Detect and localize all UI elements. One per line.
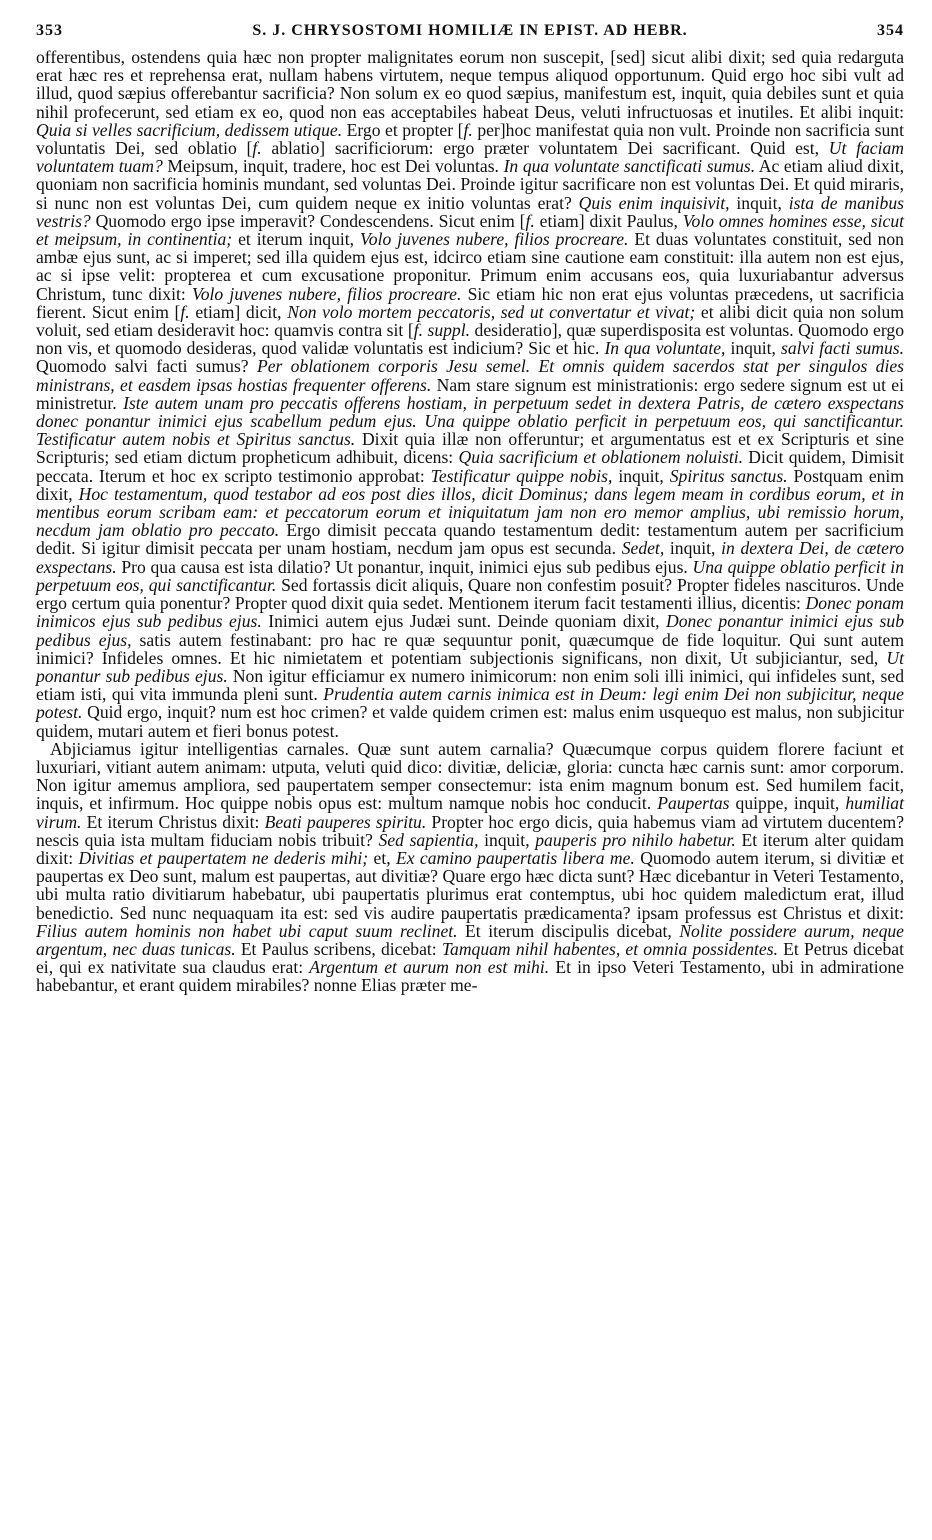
- italic-quotation: Hoc testamentum, quod testabor ad eos post dies illos, dicit Dominus; dans legem meam in cordibus eorum, et in mentibus eorum scribam eam: et peccatorum eorum et iniquitatum jam non ero memor amplius, ubi remissio horum, necdum jam oblatio pro peccato.: [36, 483, 904, 541]
- italic-quotation: Ut ponantur sub pedibus ejus.: [36, 647, 904, 686]
- italic-quotation: In qua voluntate,: [604, 338, 726, 359]
- italic-quotation: Non volo mortem peccatoris, sed ut convertatur et vivat;: [287, 301, 696, 322]
- italic-quotation: Volo juvenes nubere, filios procreare.: [360, 229, 629, 250]
- text-run: Non igitur efficiamur ex numero inimicorum: non enim soli illi inimici, qui infideles sunt, sed etiam isti, qui vita immunda pleni sunt.: [36, 665, 905, 705]
- italic-quotation: f. suppl.: [413, 320, 471, 341]
- italic-quotation: Donec ponantur inimici ejus sub pedibus ejus,: [36, 611, 904, 650]
- italic-quotation: ista de manibus vestris?: [36, 192, 904, 231]
- text-run: Et Paulus scribens, dicebat:: [235, 938, 442, 959]
- text-run: et alibi dicit quia non solum voluit, sed etiam desideravit hoc: quamvis contra sit [: [36, 301, 904, 341]
- text-run: etiam] dixit Paulus,: [534, 210, 683, 231]
- italic-quotation: Per oblationem corporis Jesu semel. Et omnis quidem sacerdos stat per singulos dies ministrans, et easdem ipsas hostias frequenter offerens.: [36, 356, 904, 395]
- italic-quotation: Prudentia autem carnis inimica est in Deum: legi enim Dei non subjicitur, neque potest.: [36, 684, 904, 723]
- right-page-number: 354: [877, 22, 904, 39]
- italic-quotation: Sedet,: [621, 538, 665, 559]
- text-run: Inimici autem ejus Judæi sunt. Deinde quoniam dixit,: [261, 611, 667, 632]
- italic-quotation: Divitias et paupertatem ne dederis mihi;: [78, 847, 369, 868]
- italic-quotation: Ut faciam voluntatem tuam?: [36, 138, 904, 177]
- italic-quotation: humiliat virum.: [36, 793, 904, 832]
- text-run: desideratio], quæ superdisposita est voluntas. Quomodo ergo non vis, et quomodo desideras, quod validæ voluntatis est indicium? Sic et hic.: [36, 320, 904, 359]
- paragraph: [36, 48, 904, 740]
- text-run: Et iterum Christus dixit:: [81, 811, 265, 832]
- italic-quotation: Quis enim inquisivit,: [578, 192, 730, 213]
- italic-quotation: Nolite possidere aurum, neque argentum, nec duas tunicas.: [36, 920, 904, 959]
- text-run: offerentibus, ostendens quia hæc non propter malignitates eorum non suscepit, [sed] sicut alibi dixit; sed quia redarguta erat hæc res et reprehensa erat, nullam habens virtutem, neque tempus aliquod opportunum. Quid ergo hoc sibi vult ad illud, quod sæpius offerebantur sacrificia? Non solum ex eo quod sæpius, manifestum est, inquit, quia debiles sunt et quia nihil profecerunt, sed etiam ex eo, quod non eas acceptabiles habeat Deus, veluti infructuosas et inutiles. Et alibi inquit:: [36, 47, 904, 122]
- italic-quotation: f.: [525, 210, 535, 231]
- italic-quotation: Una quippe oblatio perficit in perpetuum eos, qui sanctificantur.: [36, 556, 904, 595]
- text-run: Ergo dimisit peccata quando testamentum dedit: testamentum autem per sacrificium dedit. Si igitur dimisit peccata per unam hostiam, necdum jam opus est secunda.: [36, 520, 904, 559]
- text-run: per]hoc manifestat quia non vult. Proinde non sacrificia sunt voluntatis Dei, sed oblatio [: [36, 119, 904, 159]
- text-run: inquit,: [612, 465, 670, 486]
- text-run: Quomodo ergo ipse imperavit? Condescendens. Sicut enim [: [90, 210, 526, 231]
- italic-quotation: Iste autem unam pro peccatis offerens hostiam, in perpetuum sedet in dextera Patris, de cætero exspectans donec ponantur inimici ejus scabellum pedum ejus. Una quippe oblatio perficit in perpetuum eos, qui sanctificantur. Testificatur autem nobis et Spiritus sanctus.: [36, 392, 905, 450]
- text-run: Quid ergo, inquit? num est hoc crimen? et valde quidem crimen est: malus enim usquequo est malus, non subjicitur quidem, mutari autem et fieri bonus potest.: [36, 702, 904, 741]
- text-run: Et iterum discipulis dicebat,: [457, 920, 680, 941]
- text-run: Meipsum, inquit, tradere, hoc est Dei voluntas.: [162, 156, 504, 177]
- italic-quotation: In qua voluntate sanctificati sumus.: [503, 156, 756, 177]
- body-text: [36, 48, 904, 995]
- text-run: Pro qua causa est ista dilatio? Ut ponantur, inquit, inimici ejus sub pedibus ejus.: [116, 556, 693, 577]
- text-run: Nam stare signum est ministrationis: ergo sedere signum est ut ei ministretur.: [36, 374, 904, 413]
- italic-quotation: in dextera Dei, de cætero exspectans.: [36, 538, 904, 577]
- text-run: Abjiciamus igitur intelligentias carnales. Quæ sunt autem carnalia? Quæcumque corpus quidem florere faciunt et luxuriari, vitiant autem animam: utputa, veluti quid dico: divitiæ, deliciæ, gloria: cuncta hæc carnis sunt: amor corporum. Non igitur amemus ampliora, sed paupertatem semper consectemur: ista enim magnum bonum est. Sed humilem facit, inquis, et infirmum. Hoc quippe nobis opus est: multum namque nobis hoc conducit.: [36, 738, 904, 814]
- text-run: Et in ipso Veteri Testamento, ubi in admiratione habebantur, et erant quidem mirabiles? nonne Elias præter me-: [36, 957, 904, 996]
- italic-quotation: Volo juvenes nubere, filios procreare.: [191, 283, 462, 304]
- italic-quotation: Paupertas: [657, 793, 730, 814]
- text-run: Propter hoc ergo dicis, quia habemus viam ad virtutem ducentem? nescis quia ista multam fiduciam nobis tribuit?: [36, 811, 905, 850]
- text-run: inquit,: [729, 192, 789, 213]
- italic-quotation: f.: [252, 138, 262, 159]
- text-run: Et duas voluntates constituit, sed non ambæ ejus sunt, ac si imperet; sed illa quidem ejus est, idcirco etiam sine cautione eam constituit: illa autem non est ejus, ac si ipse velit: propterea et cum excusatione proponitur. Primum enim accusans eos, quia luxuriabantur adversus Christum, tunc dixit:: [36, 229, 904, 304]
- text-run: Et Petrus dicebat ei, qui ex nativitate sua claudus erat:: [36, 938, 904, 978]
- text-run: ablatio] sacrificiorum: ergo præter voluntatem Dei sacrificant. Quid est,: [261, 138, 829, 159]
- text-run: Quomodo autem iterum, si divitiæ et paupertas ex Deo sunt, malum est paupertas, aut divitiæ? Quare ergo hæc dicta sunt? Hæc dicebantur in Veteri Testamento, ubi multa ratio divitiarum habebatur, ubi paupertatis plurimus erat contemptus, ubi hoc quidem maledictum erat, illud benedictio. Sed nunc nequaquam ita est: sed vis audire paupertatis prædicamenta? ipsam professus est Christus et dixit:: [36, 847, 904, 923]
- italic-quotation: Tamquam nihil habentes, et omnia possidentes.: [441, 938, 778, 959]
- running-header: [36, 22, 904, 48]
- italic-quotation: Testificatur quippe nobis,: [430, 465, 613, 486]
- italic-quotation: Donec ponam inimicos ejus sub pedibus ejus.: [36, 593, 904, 632]
- text-run: Sed fortassis dicit aliquis, Quare non confestim posuit? Propter fideles nascituros. Unde ergo certum quia ponentur? Propter quod dixit quia sedet. Mentionem iterum facit testamenti illius, dicentis:: [36, 574, 904, 614]
- italic-quotation: salvi facti sumus.: [781, 338, 905, 359]
- text-run: Ergo et propter [: [342, 119, 464, 140]
- text-run: Et iterum alter quidam dixit:: [36, 829, 905, 868]
- text-run: Quomodo salvi facti sumus?: [36, 356, 257, 377]
- text-run: etiam] dicit,: [189, 301, 288, 322]
- text-run: quippe, inquit,: [729, 793, 846, 814]
- italic-quotation: Ex camino paupertatis libera me.: [395, 847, 635, 868]
- text-run: et,: [368, 847, 396, 868]
- italic-quotation: Spiritus sanctus.: [669, 465, 788, 486]
- italic-quotation: Filius autem hominis non habet ubi caput suum reclinet.: [36, 920, 458, 941]
- italic-quotation: pauperis pro nihilo habetur.: [535, 829, 736, 850]
- running-title: S. J. CHRYSOSTOMI HOMILIÆ IN EPIST. AD HEBR.: [252, 22, 688, 39]
- italic-quotation: f.: [180, 301, 190, 322]
- page-number: 353: [36, 22, 63, 39]
- text-run: Sic etiam hic non erat ejus voluntas præcedens, ut sacrificia fierent. Sicut enim [: [36, 283, 905, 322]
- italic-quotation: Quia si velles sacrificium, dedissem utique.: [36, 119, 343, 140]
- italic-quotation: Beati pauperes spiritu.: [264, 811, 427, 832]
- text-run: Ac etiam aliud dixit, quoniam non sacrificia hominis mundant, sed voluntas Dei. Proinde igitur sacrificare non est voluntas Dei. Et quid miraris, si nunc non est voluntas Dei, cum quidem neque ex initio voluntas erat?: [36, 156, 905, 213]
- text-run: satis autem festinabant: pro hac re quæ sequuntur ponit, quæcumque de fide loquitur. Qui sunt autem inimici? Infideles omnes. Et hic nimietatem et potentiam subjectionis significans, non dixit, Ut subjiciantur, sed,: [36, 629, 905, 668]
- italic-quotation: Quia sacrificium et oblationem noluisti.: [458, 447, 744, 468]
- text-run: et iterum inquit,: [232, 229, 361, 250]
- italic-quotation: Sed sapientia,: [378, 829, 479, 850]
- text-run: Dicit quidem, Dimisit peccata. Iterum et hoc ex scripto testimonio approbat:: [36, 447, 904, 486]
- text-run: inquit,: [725, 338, 782, 359]
- text-run: inquit,: [478, 829, 536, 850]
- italic-quotation: Argentum et aurum non est mihi.: [309, 957, 550, 978]
- text-run: Dixit quia illæ non offeruntur; et argumentatus est et ex Scripturis et sine Scripturis; sed etiam dictum propheticum adhibuit, dicens:: [36, 429, 904, 468]
- italic-quotation: Volo omnes homines esse, sicut et meipsum, in continentia;: [36, 210, 904, 250]
- italic-quotation: f.: [463, 119, 473, 140]
- text-run: Postquam enim dixit,: [36, 465, 904, 504]
- text-run: inquit,: [664, 538, 722, 559]
- paragraph: [36, 740, 904, 995]
